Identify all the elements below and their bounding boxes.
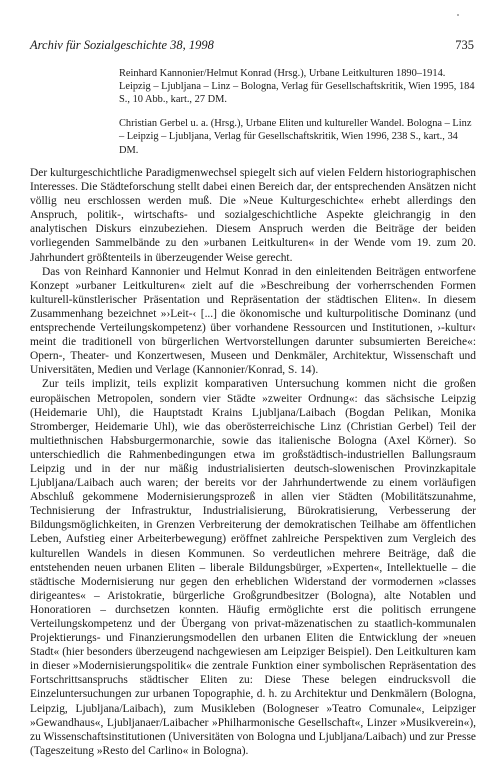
review-body (30, 166, 476, 758)
page-number: 735 (455, 38, 474, 52)
paragraph: Das von Reinhard Kannonier und Helmut Konrad in den einleitenden Beiträgen entworfene Konzept »urbaner Leitkulturen« zielt auf die »Beschreibung der vorherrschenden Formen kulturell-künstlerischer Präsentation und Repräsentation der städtischen Eliten«. In diesem Zusammenhang bezeichnet »›Leit-‹ [...] die ökonomische und kulturpolitische Dominanz (und entsprechende Verteilungskompetenz) über vorhandene Ressourcen und Institutionen, ›-kultur‹ meint die traditionell von bürgerlichen Wertvorstellungen darunter subsumierten Bereiche«: Opern-, Theater- und Konzertwesen, Museen und Denkmäler, Architektur, Wissenschaft und Universitäten, Medien und Verlage (Kannonier/Konrad, S. 14). (30, 265, 476, 377)
reference-entry: Reinhard Kannonier/Helmut Konrad (Hrsg.), Urbane Leitkulturen 1890–1914. Leipzig – Ljubljana – Linz – Bologna, Verlag für Gesellschaftskritik, Wien 1995, 184 S., 10 Abb., kart., 27 DM. (119, 68, 475, 106)
reference-entry: Christian Gerbel u. a. (Hrsg.), Urbane Eliten und kultureller Wandel. Bologna – Linz – Leipzig – Ljubljana, Verlag für Gesellschaftskritik, Wien 1996, 238 S., kart., 34 DM. (119, 118, 472, 156)
running-title: Archiv für Sozialgeschichte 38, 1998 (30, 38, 214, 52)
paragraph: Der kulturgeschichtliche Paradigmenwechsel spiegelt sich auf vielen Feldern historiographischen Interesses. Die Städteforschung stellt dabei einen Bereich dar, der entsprechenden Ansätzen nicht völlig neu erschlossen werden muß. Die »Neue Kulturgeschichte« erhebt allerdings den Anspruch, politik-, wirtschafts- und sozialgeschichtliche Aspekte gleichrangig in den analytischen Diskurs einzubeziehen. Diesem Anspruch werden die Beiträge der beiden vorliegenden Sammelbände zu den »urbanen Leitkulturen« in der Wende vom 19. zum 20. Jahrhundert größtenteils in überzeugender Weise gerecht. (30, 167, 476, 264)
paragraph: Zur teils implizit, teils explizit komparativen Untersuchung kommen nicht die großen europäischen Metropolen, sondern vier Städte »zweiter Ordnung«: das sächsische Leipzig (Heidemarie Uhl), die Hauptstadt Krains Ljubljana/Laibach (Bogdan Pelikan, Monika Stromberger, Heidemarie Uhl), wie das oberösterreichische Linz (Christian Gerbel) Teil der multiethnischen Habsburgermonarchie, sowie das italienische Bologna (Axel Körner). So unterschiedlich die Rahmenbedingungen etwa im großstädtisch-industriellen Ballungsraum Leipzig und in der nur mäßig industrialisierten deutsch-slowenischen Provinzkapitale Ljubljana/Laibach auch waren; der bereits vor der Jahrhundertwende zu einem vorläufigen Abschluß gekommene Modernisierungsprozeß in allen vier Städten (Mobilitätszunahme, Technisierung der Infrastruktur, Industrialisierung, Bürokratisierung, Verbesserung der Bildungsmöglichkeiten, in Grenzen Verbreiterung der demokratischen Teilhabe am öffentlichen Leben, Aufstieg einer Arbeiterbewegung) eröffnet zahlreiche Perspektiven zum Vergleich des kulturellen Wandels in diesen Kommunen. So verdeutlichen mehrere Beiträge, daß die entstehenden neuen urbanen Eliten – liberale Bildungsbürger, »Experten«, Intellektuelle – die städtische Modernisierung nur gegen den erheblichen Widerstand der vormodernen »classes dirigeantes« – Aristokratie, bürgerliche Großgrundbesitzer (Bologna), alte Notablen und Honoratioren – durchsetzen konnten. Häufig ermöglichte erst die politisch errungene Verteilungskompetenz und der Übergang von privat-mäzenatischen zu staatlich-kommunalen Projektierungs- und Finanzierungsmodellen den urbanen Eliten die Entwicklung der »neuen Stadt« (hier besonders überzeugend nachgewiesen am Leipziger Beispiel). Den Leitkulturen kam in dieser »Modernisierungspolitik« die zentrale Funktion einer symbolischen Repräsentation des Fortschrittsanspruchs städtischer Eliten zu: Diese These belegen eindrucksvoll die Einzeluntersuchungen zur urbanen Topographie, d. h. zu Architektur und Denkmälern (Bologna, Leipzig, Ljubljana/Laibach), zum Musikleben (Bologneser »Teatro Comunale«, Leipziger »Gewandhaus«, Ljubljanaer/Laibacher »Philharmonische Gesellschaft«, Linzer »Musikverein«), zu Wissenschaftsinstitutionen (Universitäten von Bologna und Ljubljana/Laibach) und zur Presse (Tageszeitung »Resto del Carlino« in Bologna). (30, 378, 476, 757)
running-head (30, 36, 474, 54)
reviewed-works (119, 67, 476, 167)
scan-speck (457, 14, 459, 16)
